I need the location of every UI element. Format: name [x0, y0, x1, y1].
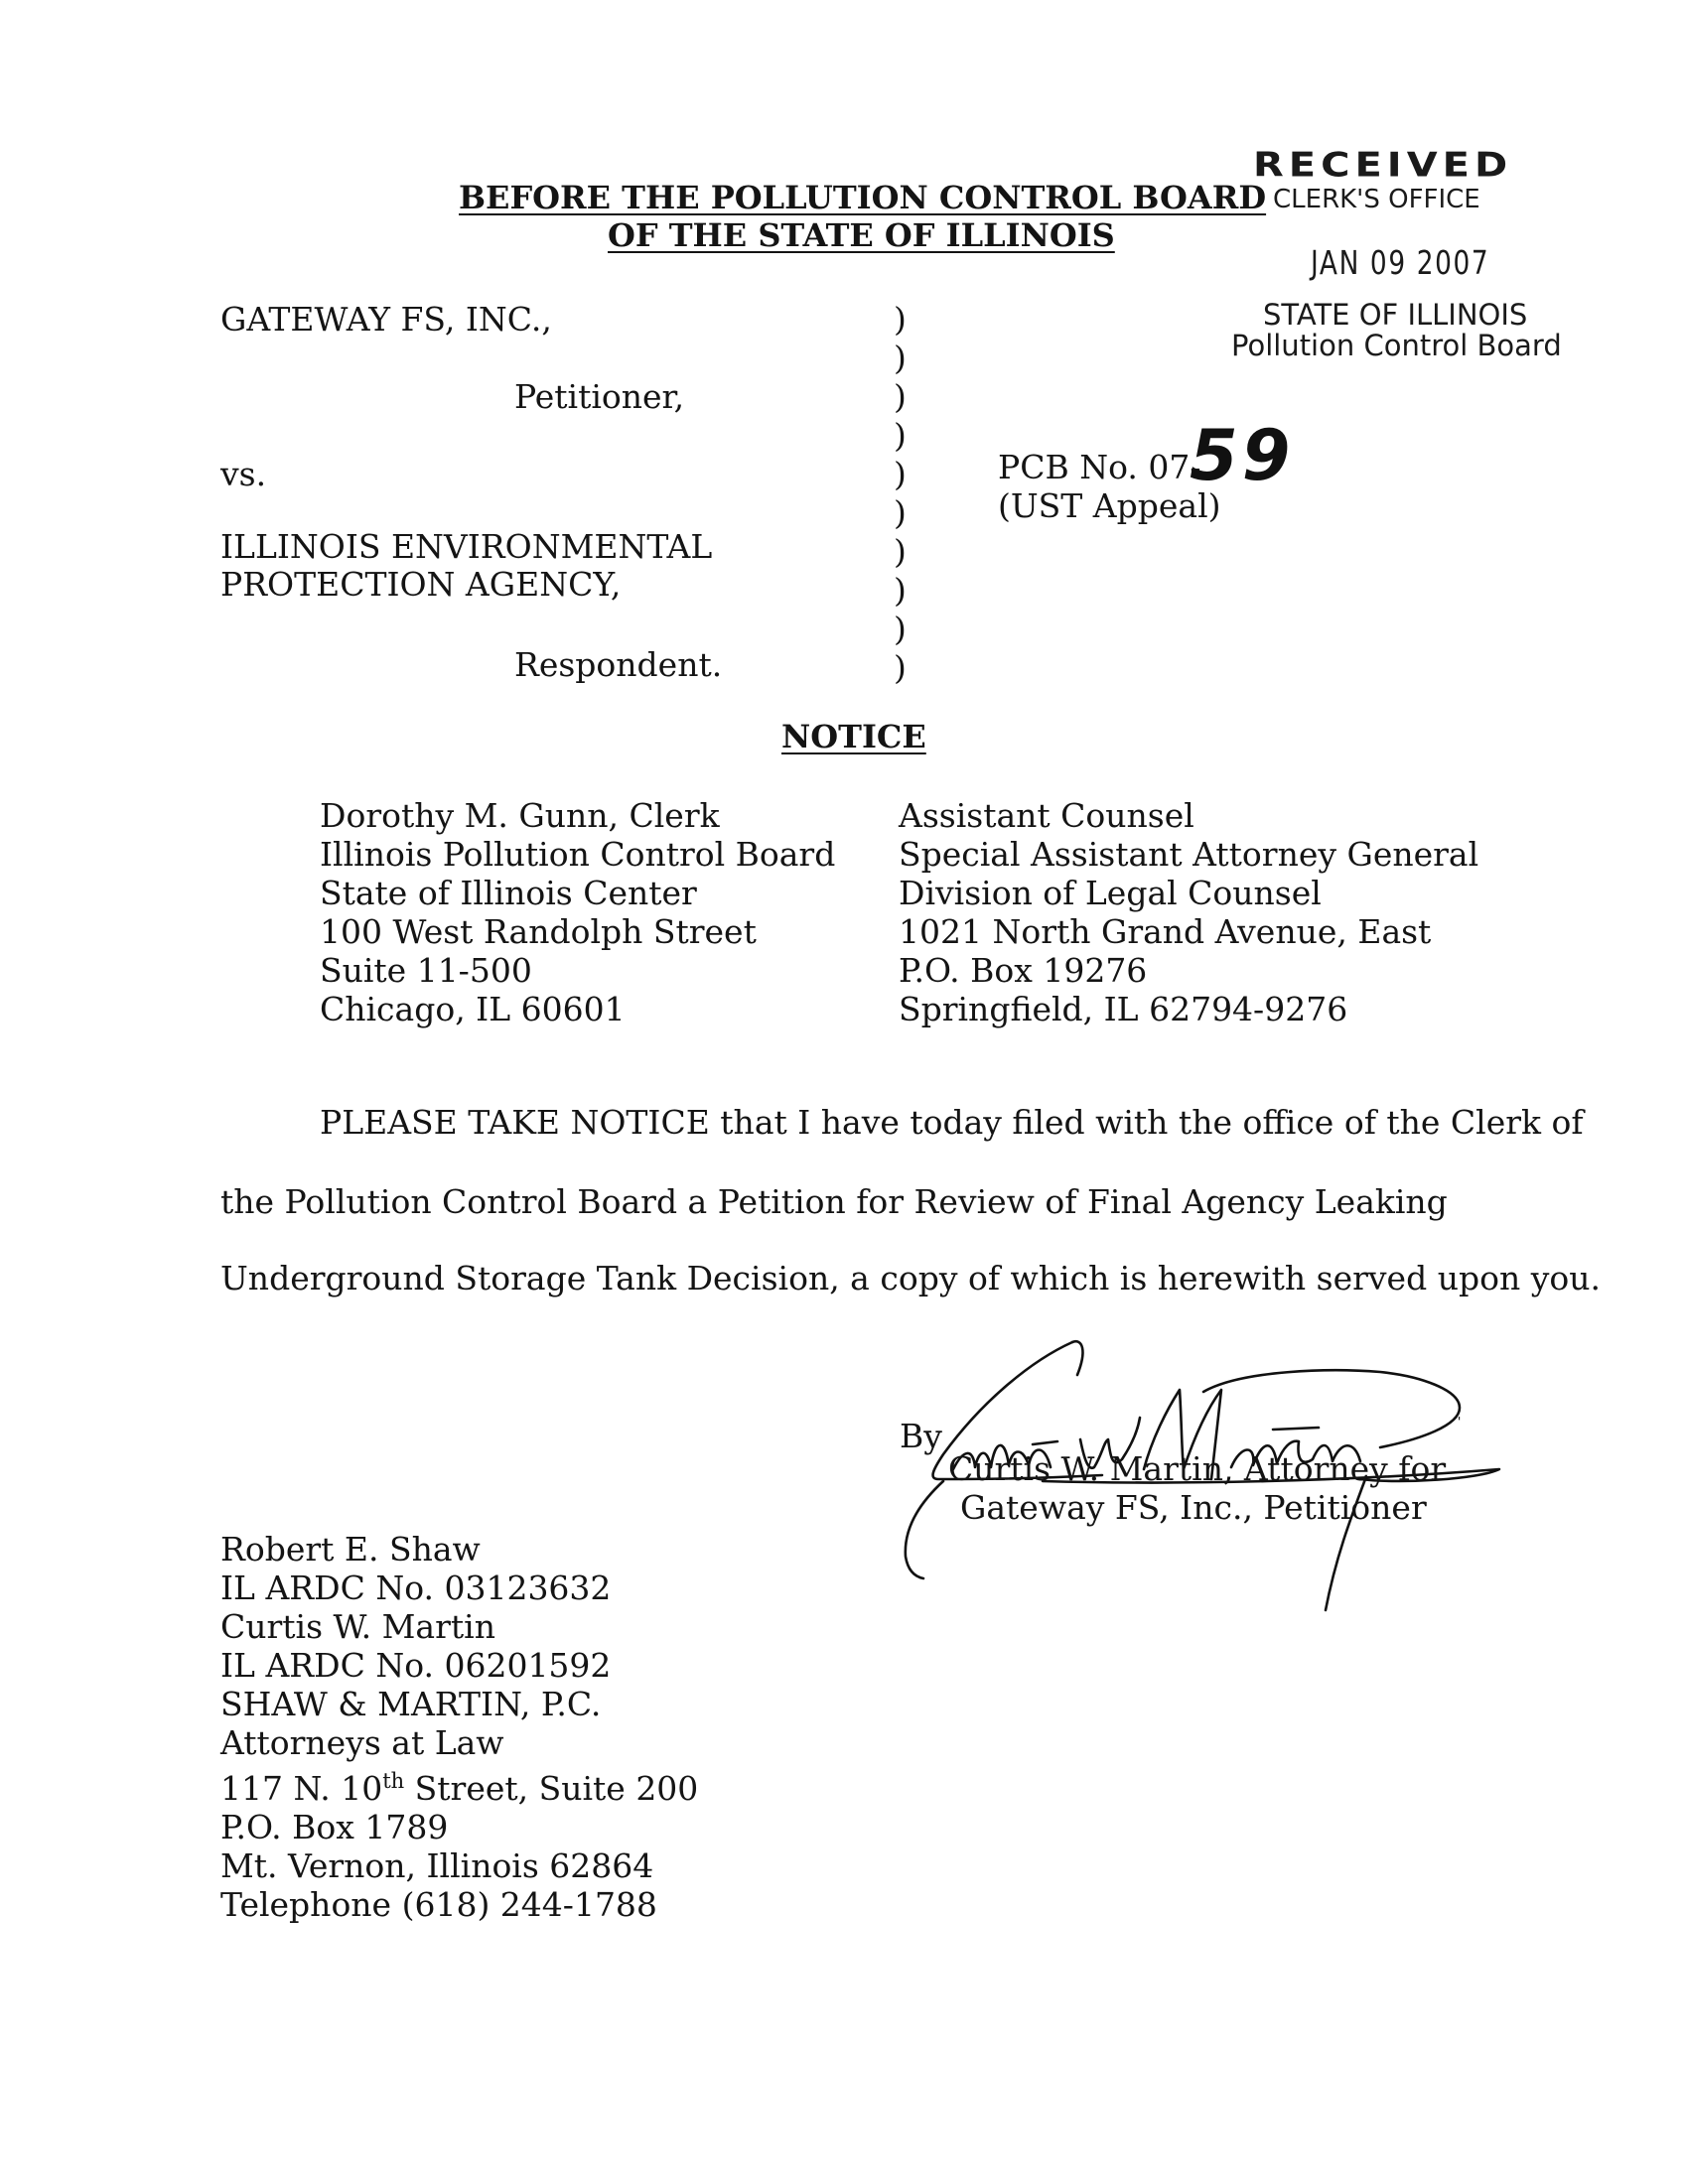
respondent-name-2: PROTECTION AGENCY,	[220, 565, 622, 604]
attorney-block	[220, 1530, 698, 1924]
signature-line-1: Curtis W. Martin, Attorney for	[948, 1449, 1447, 1488]
attorney-street	[220, 1762, 698, 1808]
notice-body-line-3: Underground Storage Tank Decision, a copy of which is herewith served upon you.	[220, 1259, 1601, 1297]
respondent-role: Respondent.	[514, 645, 723, 684]
caption-paren: )	[894, 648, 907, 687]
caption-paren: )	[894, 339, 907, 377]
notice-body-line-1: PLEASE TAKE NOTICE that I have today filed with the office of the Clerk of	[320, 1103, 1584, 1142]
stamp-board: Pollution Control Board	[1231, 329, 1562, 362]
caption-paren: )	[894, 571, 907, 610]
recipient-left-line: 100 West Randolph Street	[320, 912, 757, 951]
recipient-right-line: Division of Legal Counsel	[899, 874, 1322, 912]
recipient-left-line: State of Illinois Center	[320, 874, 697, 912]
recipient-right-line: Assistant Counsel	[899, 796, 1194, 835]
signature-line-2: Gateway FS, Inc., Petitioner	[960, 1488, 1427, 1527]
recipient-left	[320, 796, 835, 1028]
recipient-right-line: 1021 North Grand Avenue, East	[899, 912, 1432, 951]
case-number-handwritten: 59	[1190, 415, 1295, 496]
attorney-line: IL ARDC No. 03123632	[220, 1569, 612, 1607]
caption-paren: )	[894, 300, 907, 339]
caption-paren: )	[894, 416, 907, 455]
stamp-state: STATE OF ILLINOIS	[1263, 298, 1528, 332]
street-rest: Street, Suite 200	[404, 1769, 699, 1808]
recipient-right-line: Special Assistant Attorney General	[899, 835, 1479, 874]
signature-tick: '	[1458, 1415, 1462, 1429]
stamp-date: JAN 09 2007	[1311, 243, 1490, 282]
stamp-clerks-office: CLERK'S OFFICE	[1273, 185, 1480, 214]
recipient-left-line: Chicago, IL 60601	[320, 990, 626, 1028]
caption-paren: )	[894, 377, 907, 416]
recipient-left-line: Illinois Pollution Control Board	[320, 835, 836, 874]
caption-paren: )	[894, 493, 907, 532]
attorney-line: P.O. Box 1789	[220, 1808, 449, 1846]
attorney-line: Mt. Vernon, Illinois 62864	[220, 1846, 654, 1885]
recipient-right-line: Springfield, IL 62794-9276	[899, 990, 1348, 1028]
street-number: 117 N. 10	[220, 1769, 383, 1808]
signature-by: By	[900, 1417, 942, 1455]
attorney-line: Telephone (618) 244-1788	[220, 1885, 657, 1924]
attorney-line: Curtis W. Martin	[220, 1607, 495, 1646]
recipient-left-line: Dorothy M. Gunn, Clerk	[320, 796, 720, 835]
recipient-right	[899, 796, 1478, 1028]
recipient-left-line: Suite 11-500	[320, 951, 532, 990]
stamp-received: RECEIVED	[1253, 146, 1513, 186]
notice-body-line-2: the Pollution Control Board a Petition for Review of Final Agency Leaking	[220, 1182, 1448, 1221]
versus: vs.	[220, 455, 267, 493]
header-line-2: OF THE STATE OF ILLINOIS	[608, 216, 1115, 254]
attorney-line: SHAW & MARTIN, P.C.	[220, 1685, 602, 1723]
case-type: (UST Appeal)	[998, 486, 1221, 525]
recipient-right-line: P.O. Box 19276	[899, 951, 1148, 990]
caption-paren: )	[894, 455, 907, 493]
petitioner-role: Petitioner,	[514, 377, 685, 416]
caption-paren: )	[894, 532, 907, 571]
petitioner-name: GATEWAY FS, INC.,	[220, 300, 552, 339]
respondent-name-1: ILLINOIS ENVIRONMENTAL	[220, 527, 713, 566]
case-number: PCB No. 07-	[998, 448, 1201, 486]
attorney-line: Attorneys at Law	[220, 1723, 504, 1762]
caption-paren: )	[894, 610, 907, 648]
notice-title: NOTICE	[781, 718, 926, 755]
attorney-line: Robert E. Shaw	[220, 1530, 481, 1569]
attorney-line: IL ARDC No. 06201592	[220, 1646, 612, 1685]
street-ordinal: th	[382, 1769, 405, 1793]
header-line-1: BEFORE THE POLLUTION CONTROL BOARD	[459, 179, 1267, 216]
